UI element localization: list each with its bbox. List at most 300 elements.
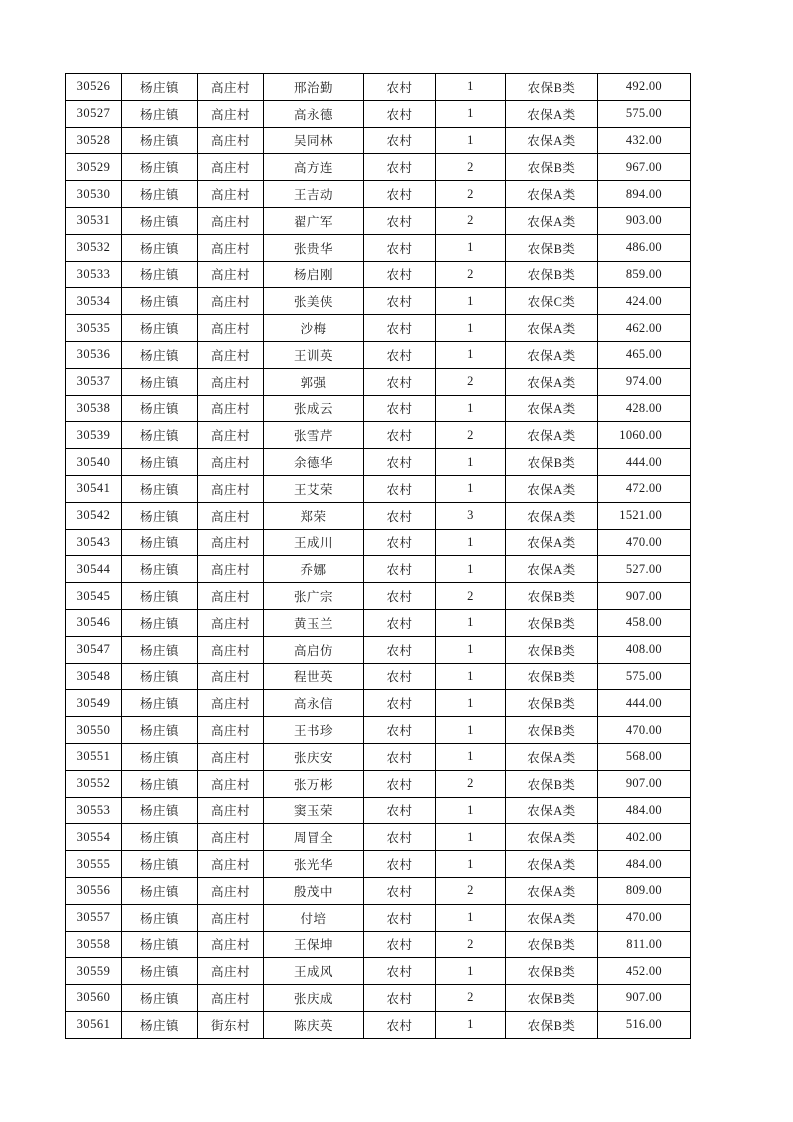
town-cell: 杨庄镇 [122, 288, 198, 315]
amount-cell: 907.00 [598, 583, 691, 610]
insurance-type-cell: 农保A类 [506, 877, 598, 904]
id-cell: 30547 [66, 636, 122, 663]
category-cell: 农村 [364, 315, 436, 342]
town-cell: 杨庄镇 [122, 663, 198, 690]
category-cell: 农村 [364, 931, 436, 958]
village-cell: 高庄村 [198, 368, 264, 395]
village-cell: 高庄村 [198, 636, 264, 663]
insurance-type-cell: 农保A类 [506, 904, 598, 931]
count-cell: 1 [436, 851, 506, 878]
count-cell: 2 [436, 181, 506, 208]
count-cell: 1 [436, 824, 506, 851]
amount-cell: 974.00 [598, 368, 691, 395]
category-cell: 农村 [364, 74, 436, 101]
name-cell: 王吉动 [264, 181, 364, 208]
town-cell: 杨庄镇 [122, 583, 198, 610]
insurance-type-cell: 农保A类 [506, 529, 598, 556]
insurance-type-cell: 农保A类 [506, 422, 598, 449]
insurance-type-cell: 农保A类 [506, 824, 598, 851]
village-cell: 高庄村 [198, 851, 264, 878]
town-cell: 杨庄镇 [122, 743, 198, 770]
category-cell: 农村 [364, 743, 436, 770]
table-row [66, 368, 691, 395]
category-cell: 农村 [364, 797, 436, 824]
village-cell: 高庄村 [198, 583, 264, 610]
table-row [66, 904, 691, 931]
id-cell: 30541 [66, 475, 122, 502]
count-cell: 1 [436, 1011, 506, 1038]
village-cell: 高庄村 [198, 422, 264, 449]
count-cell: 3 [436, 502, 506, 529]
category-cell: 农村 [364, 663, 436, 690]
town-cell: 杨庄镇 [122, 877, 198, 904]
category-cell: 农村 [364, 341, 436, 368]
town-cell: 杨庄镇 [122, 475, 198, 502]
amount-cell: 484.00 [598, 797, 691, 824]
town-cell: 杨庄镇 [122, 395, 198, 422]
amount-cell: 452.00 [598, 958, 691, 985]
name-cell: 张贵华 [264, 234, 364, 261]
count-cell: 2 [436, 368, 506, 395]
name-cell: 杨启刚 [264, 261, 364, 288]
town-cell: 杨庄镇 [122, 181, 198, 208]
category-cell: 农村 [364, 583, 436, 610]
insurance-type-cell: 农保B类 [506, 583, 598, 610]
town-cell: 杨庄镇 [122, 341, 198, 368]
town-cell: 杨庄镇 [122, 449, 198, 476]
name-cell: 张雪芹 [264, 422, 364, 449]
category-cell: 农村 [364, 127, 436, 154]
town-cell: 杨庄镇 [122, 958, 198, 985]
insurance-type-cell: 农保A类 [506, 127, 598, 154]
table-row [66, 154, 691, 181]
id-cell: 30550 [66, 717, 122, 744]
name-cell: 翟广军 [264, 207, 364, 234]
table-row [66, 556, 691, 583]
count-cell: 2 [436, 154, 506, 181]
table-row [66, 502, 691, 529]
village-cell: 高庄村 [198, 315, 264, 342]
village-cell: 高庄村 [198, 690, 264, 717]
id-cell: 30554 [66, 824, 122, 851]
village-cell: 高庄村 [198, 877, 264, 904]
id-cell: 30533 [66, 261, 122, 288]
category-cell: 农村 [364, 502, 436, 529]
id-cell: 30556 [66, 877, 122, 904]
insurance-type-cell: 农保A类 [506, 368, 598, 395]
table-row [66, 824, 691, 851]
name-cell: 张广宗 [264, 583, 364, 610]
name-cell: 余德华 [264, 449, 364, 476]
town-cell: 杨庄镇 [122, 74, 198, 101]
town-cell: 杨庄镇 [122, 904, 198, 931]
id-cell: 30543 [66, 529, 122, 556]
village-cell: 高庄村 [198, 502, 264, 529]
village-cell: 高庄村 [198, 556, 264, 583]
name-cell: 付培 [264, 904, 364, 931]
insurance-type-cell: 农保B类 [506, 1011, 598, 1038]
amount-cell: 444.00 [598, 449, 691, 476]
count-cell: 2 [436, 207, 506, 234]
insurance-type-cell: 农保A类 [506, 475, 598, 502]
category-cell: 农村 [364, 717, 436, 744]
amount-cell: 809.00 [598, 877, 691, 904]
insurance-type-cell: 农保B类 [506, 74, 598, 101]
category-cell: 农村 [364, 877, 436, 904]
id-cell: 30538 [66, 395, 122, 422]
id-cell: 30558 [66, 931, 122, 958]
amount-cell: 470.00 [598, 717, 691, 744]
amount-cell: 894.00 [598, 181, 691, 208]
town-cell: 杨庄镇 [122, 851, 198, 878]
count-cell: 2 [436, 770, 506, 797]
table-row [66, 315, 691, 342]
category-cell: 农村 [364, 207, 436, 234]
table-row [66, 181, 691, 208]
id-cell: 30536 [66, 341, 122, 368]
category-cell: 农村 [364, 395, 436, 422]
table-body [66, 74, 691, 1039]
name-cell: 王成川 [264, 529, 364, 556]
village-cell: 高庄村 [198, 234, 264, 261]
amount-cell: 428.00 [598, 395, 691, 422]
insurance-type-cell: 农保A类 [506, 395, 598, 422]
town-cell: 杨庄镇 [122, 797, 198, 824]
category-cell: 农村 [364, 529, 436, 556]
town-cell: 杨庄镇 [122, 100, 198, 127]
village-cell: 高庄村 [198, 743, 264, 770]
village-cell: 高庄村 [198, 797, 264, 824]
count-cell: 1 [436, 475, 506, 502]
count-cell: 1 [436, 636, 506, 663]
insurance-type-cell: 农保B类 [506, 234, 598, 261]
village-cell: 高庄村 [198, 288, 264, 315]
town-cell: 杨庄镇 [122, 154, 198, 181]
category-cell: 农村 [364, 904, 436, 931]
town-cell: 杨庄镇 [122, 717, 198, 744]
count-cell: 1 [436, 288, 506, 315]
name-cell: 王训英 [264, 341, 364, 368]
name-cell: 张庆安 [264, 743, 364, 770]
name-cell: 黄玉兰 [264, 609, 364, 636]
amount-cell: 444.00 [598, 690, 691, 717]
village-cell: 高庄村 [198, 958, 264, 985]
id-cell: 30535 [66, 315, 122, 342]
town-cell: 杨庄镇 [122, 422, 198, 449]
town-cell: 杨庄镇 [122, 824, 198, 851]
category-cell: 农村 [364, 100, 436, 127]
amount-cell: 484.00 [598, 851, 691, 878]
id-cell: 30548 [66, 663, 122, 690]
table-row [66, 690, 691, 717]
insurance-type-cell: 农保A类 [506, 341, 598, 368]
name-cell: 殷茂中 [264, 877, 364, 904]
village-cell: 高庄村 [198, 261, 264, 288]
table-row [66, 127, 691, 154]
amount-cell: 575.00 [598, 100, 691, 127]
id-cell: 30546 [66, 609, 122, 636]
amount-cell: 470.00 [598, 904, 691, 931]
table-row [66, 797, 691, 824]
amount-cell: 492.00 [598, 74, 691, 101]
amount-cell: 907.00 [598, 770, 691, 797]
village-cell: 高庄村 [198, 127, 264, 154]
amount-cell: 903.00 [598, 207, 691, 234]
category-cell: 农村 [364, 1011, 436, 1038]
name-cell: 高永信 [264, 690, 364, 717]
table-row [66, 100, 691, 127]
insurance-type-cell: 农保B类 [506, 770, 598, 797]
category-cell: 农村 [364, 770, 436, 797]
category-cell: 农村 [364, 475, 436, 502]
amount-cell: 568.00 [598, 743, 691, 770]
id-cell: 30530 [66, 181, 122, 208]
village-cell: 高庄村 [198, 609, 264, 636]
insurance-type-cell: 农保B类 [506, 717, 598, 744]
amount-cell: 516.00 [598, 1011, 691, 1038]
amount-cell: 907.00 [598, 985, 691, 1012]
table-row [66, 74, 691, 101]
id-cell: 30555 [66, 851, 122, 878]
name-cell: 郑荣 [264, 502, 364, 529]
count-cell: 1 [436, 609, 506, 636]
id-cell: 30557 [66, 904, 122, 931]
amount-cell: 527.00 [598, 556, 691, 583]
count-cell: 2 [436, 877, 506, 904]
town-cell: 杨庄镇 [122, 985, 198, 1012]
town-cell: 杨庄镇 [122, 556, 198, 583]
name-cell: 乔娜 [264, 556, 364, 583]
table-row [66, 663, 691, 690]
count-cell: 2 [436, 931, 506, 958]
insurance-type-cell: 农保B类 [506, 609, 598, 636]
amount-cell: 967.00 [598, 154, 691, 181]
name-cell: 沙梅 [264, 315, 364, 342]
village-cell: 高庄村 [198, 985, 264, 1012]
name-cell: 陈庆英 [264, 1011, 364, 1038]
amount-cell: 486.00 [598, 234, 691, 261]
insurance-type-cell: 农保A类 [506, 181, 598, 208]
insurance-type-cell: 农保A类 [506, 851, 598, 878]
id-cell: 30544 [66, 556, 122, 583]
id-cell: 30540 [66, 449, 122, 476]
table-row [66, 422, 691, 449]
count-cell: 1 [436, 100, 506, 127]
count-cell: 1 [436, 529, 506, 556]
town-cell: 杨庄镇 [122, 502, 198, 529]
count-cell: 1 [436, 341, 506, 368]
table-row [66, 636, 691, 663]
table-row [66, 207, 691, 234]
insurance-type-cell: 农保B类 [506, 663, 598, 690]
name-cell: 张成云 [264, 395, 364, 422]
category-cell: 农村 [364, 636, 436, 663]
village-cell: 高庄村 [198, 181, 264, 208]
town-cell: 杨庄镇 [122, 770, 198, 797]
insurance-type-cell: 农保B类 [506, 690, 598, 717]
amount-cell: 575.00 [598, 663, 691, 690]
amount-cell: 402.00 [598, 824, 691, 851]
insurance-type-cell: 农保A类 [506, 743, 598, 770]
category-cell: 农村 [364, 449, 436, 476]
amount-cell: 472.00 [598, 475, 691, 502]
insurance-type-cell: 农保B类 [506, 985, 598, 1012]
town-cell: 杨庄镇 [122, 207, 198, 234]
village-cell: 高庄村 [198, 529, 264, 556]
id-cell: 30529 [66, 154, 122, 181]
amount-cell: 811.00 [598, 931, 691, 958]
count-cell: 1 [436, 556, 506, 583]
category-cell: 农村 [364, 234, 436, 261]
table-row [66, 583, 691, 610]
category-cell: 农村 [364, 422, 436, 449]
category-cell: 农村 [364, 261, 436, 288]
insurance-type-cell: 农保B类 [506, 449, 598, 476]
table-row [66, 985, 691, 1012]
town-cell: 杨庄镇 [122, 368, 198, 395]
town-cell: 杨庄镇 [122, 636, 198, 663]
insurance-type-cell: 农保A类 [506, 556, 598, 583]
name-cell: 吴同林 [264, 127, 364, 154]
insurance-type-cell: 农保A类 [506, 797, 598, 824]
insurance-type-cell: 农保B类 [506, 958, 598, 985]
name-cell: 高永德 [264, 100, 364, 127]
table-row [66, 475, 691, 502]
count-cell: 1 [436, 315, 506, 342]
table-row [66, 743, 691, 770]
village-cell: 街东村 [198, 1011, 264, 1038]
table-row [66, 717, 691, 744]
village-cell: 高庄村 [198, 475, 264, 502]
count-cell: 1 [436, 449, 506, 476]
count-cell: 1 [436, 663, 506, 690]
insurance-type-cell: 农保B类 [506, 636, 598, 663]
count-cell: 2 [436, 583, 506, 610]
table-row [66, 1011, 691, 1038]
id-cell: 30549 [66, 690, 122, 717]
count-cell: 1 [436, 395, 506, 422]
insurance-type-cell: 农保A类 [506, 502, 598, 529]
name-cell: 邢治勤 [264, 74, 364, 101]
village-cell: 高庄村 [198, 154, 264, 181]
table-row [66, 609, 691, 636]
table-row [66, 395, 691, 422]
table-row [66, 288, 691, 315]
town-cell: 杨庄镇 [122, 1011, 198, 1038]
town-cell: 杨庄镇 [122, 261, 198, 288]
amount-cell: 470.00 [598, 529, 691, 556]
category-cell: 农村 [364, 556, 436, 583]
name-cell: 周冒全 [264, 824, 364, 851]
id-cell: 30552 [66, 770, 122, 797]
id-cell: 30539 [66, 422, 122, 449]
table-row [66, 877, 691, 904]
village-cell: 高庄村 [198, 395, 264, 422]
insurance-type-cell: 农保A类 [506, 100, 598, 127]
category-cell: 农村 [364, 824, 436, 851]
count-cell: 1 [436, 743, 506, 770]
id-cell: 30559 [66, 958, 122, 985]
count-cell: 2 [436, 261, 506, 288]
count-cell: 1 [436, 904, 506, 931]
id-cell: 30560 [66, 985, 122, 1012]
insurance-type-cell: 农保A类 [506, 207, 598, 234]
amount-cell: 424.00 [598, 288, 691, 315]
name-cell: 张万彬 [264, 770, 364, 797]
subsidy-table [65, 73, 691, 1039]
table-row [66, 261, 691, 288]
id-cell: 30527 [66, 100, 122, 127]
count-cell: 2 [436, 422, 506, 449]
count-cell: 1 [436, 127, 506, 154]
amount-cell: 458.00 [598, 609, 691, 636]
town-cell: 杨庄镇 [122, 690, 198, 717]
category-cell: 农村 [364, 851, 436, 878]
name-cell: 窦玉荣 [264, 797, 364, 824]
id-cell: 30528 [66, 127, 122, 154]
name-cell: 高启仿 [264, 636, 364, 663]
village-cell: 高庄村 [198, 663, 264, 690]
village-cell: 高庄村 [198, 931, 264, 958]
category-cell: 农村 [364, 985, 436, 1012]
id-cell: 30526 [66, 74, 122, 101]
category-cell: 农村 [364, 368, 436, 395]
town-cell: 杨庄镇 [122, 931, 198, 958]
category-cell: 农村 [364, 288, 436, 315]
table-row [66, 234, 691, 261]
id-cell: 30561 [66, 1011, 122, 1038]
amount-cell: 462.00 [598, 315, 691, 342]
insurance-type-cell: 农保B类 [506, 154, 598, 181]
name-cell: 郭强 [264, 368, 364, 395]
insurance-type-cell: 农保A类 [506, 315, 598, 342]
name-cell: 王保坤 [264, 931, 364, 958]
village-cell: 高庄村 [198, 770, 264, 797]
table-row [66, 851, 691, 878]
category-cell: 农村 [364, 958, 436, 985]
name-cell: 高方连 [264, 154, 364, 181]
name-cell: 张美侠 [264, 288, 364, 315]
village-cell: 高庄村 [198, 904, 264, 931]
id-cell: 30553 [66, 797, 122, 824]
village-cell: 高庄村 [198, 341, 264, 368]
amount-cell: 859.00 [598, 261, 691, 288]
count-cell: 1 [436, 958, 506, 985]
insurance-type-cell: 农保B类 [506, 261, 598, 288]
town-cell: 杨庄镇 [122, 234, 198, 261]
amount-cell: 1060.00 [598, 422, 691, 449]
id-cell: 30551 [66, 743, 122, 770]
category-cell: 农村 [364, 609, 436, 636]
id-cell: 30545 [66, 583, 122, 610]
town-cell: 杨庄镇 [122, 529, 198, 556]
town-cell: 杨庄镇 [122, 127, 198, 154]
name-cell: 王艾荣 [264, 475, 364, 502]
table-row [66, 770, 691, 797]
table-row [66, 958, 691, 985]
amount-cell: 408.00 [598, 636, 691, 663]
village-cell: 高庄村 [198, 824, 264, 851]
name-cell: 王书珍 [264, 717, 364, 744]
name-cell: 张光华 [264, 851, 364, 878]
category-cell: 农村 [364, 690, 436, 717]
insurance-type-cell: 农保C类 [506, 288, 598, 315]
category-cell: 农村 [364, 154, 436, 181]
count-cell: 2 [436, 985, 506, 1012]
table-row [66, 341, 691, 368]
count-cell: 1 [436, 234, 506, 261]
table-row [66, 449, 691, 476]
